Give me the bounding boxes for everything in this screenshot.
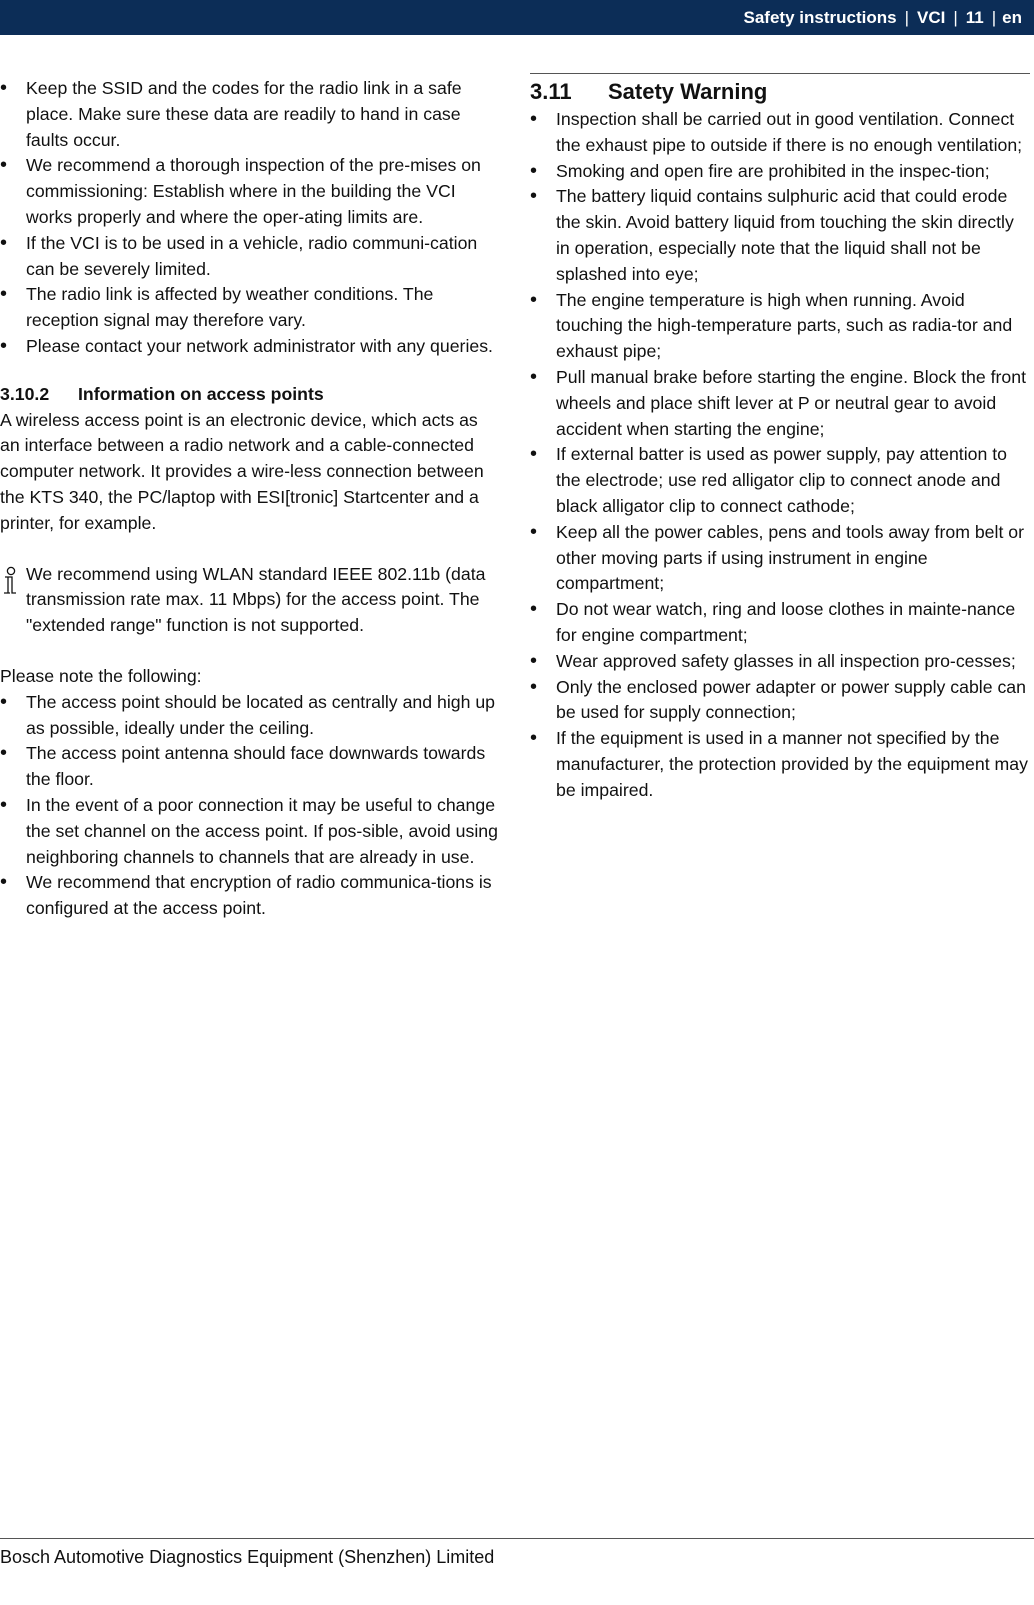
list-item: • Smoking and open fire are prohibited in the inspec-tion; bbox=[530, 159, 1030, 185]
subsection-number: 3.10.2 bbox=[0, 383, 50, 404]
subsection-body: A wireless access point is an electronic device, which acts as an interface between a radio network and a cable-connected computer network. It provides a wire-less connection between the KTS 340, the PC/laptop with ESI[tronic] Startcenter and a printer, for example. bbox=[0, 409, 484, 533]
section-title: Satety Warning bbox=[608, 79, 768, 104]
list-item: • In the event of a poor connection it may be useful to change the set channel on the access point. If pos-sible, avoid using neighboring channels to channels that are already in use. bbox=[0, 793, 500, 870]
list-item: • Keep all the power cables, pens and tools away from belt or other moving parts if using instrument in engine compartment; bbox=[530, 520, 1030, 597]
list-item: • We recommend a thorough inspection of the pre-mises on commissioning: Establish where in the building the VCI works properly and where the oper-ating limits are. bbox=[0, 153, 500, 230]
right-column bbox=[530, 76, 1030, 804]
list-item: • We recommend that encryption of radio communica-tions is configured at the access point. bbox=[0, 870, 500, 922]
subsection-heading bbox=[0, 382, 500, 408]
info-note bbox=[0, 562, 500, 639]
subsection-title: Information on access points bbox=[78, 383, 324, 404]
left-column bbox=[0, 76, 500, 922]
right-bullets bbox=[530, 107, 1030, 804]
section-number: 3.11 bbox=[530, 79, 572, 104]
list-item: • The access point antenna should face downwards towards the floor. bbox=[0, 741, 500, 793]
footer-divider bbox=[0, 1538, 1034, 1539]
list-item: • Pull manual brake before starting the engine. Block the front wheels and place shift lever at P or neutral gear to avoid accident when starting the engine; bbox=[530, 365, 1030, 442]
list-item: • Keep the SSID and the codes for the radio link in a safe place. Make sure these data are readily to hand in case faults occur. bbox=[0, 76, 500, 153]
left-bullets-top bbox=[0, 76, 500, 360]
list-item: • The battery liquid contains sulphuric acid that could erode the skin. Avoid battery liquid from touching the skin directly in operation, especially note that the liquid shall not be splashed into eye; bbox=[530, 184, 1030, 287]
list-item: • Inspection shall be carried out in good ventilation. Connect the exhaust pipe to outside if there is no enough ventilation; bbox=[530, 107, 1030, 159]
info-icon bbox=[2, 566, 20, 596]
header-section: Safety instructions bbox=[743, 7, 897, 27]
list-item: • Only the enclosed power adapter or power supply cable can be used for supply connection; bbox=[530, 675, 1030, 727]
list-item: • If the equipment is used in a manner not specified by the manufacturer, the protection provided by the equipment may be impaired. bbox=[530, 726, 1030, 803]
header-page-number: 11 bbox=[965, 7, 984, 27]
header-product: VCI bbox=[916, 7, 946, 27]
list-item: • If external batter is used as power supply, pay attention to the electrode; use red alligator clip to connect anode and black alligator clip to connect cathode; bbox=[530, 442, 1030, 519]
header-separator: | bbox=[953, 7, 958, 27]
left-bullets-bottom bbox=[0, 690, 500, 922]
list-item: • Please contact your network administrator with any queries. bbox=[0, 334, 500, 360]
page-footer bbox=[0, 1538, 1034, 1605]
list-item: • The engine temperature is high when running. Avoid touching the high-temperature parts, such as radia-tor and exhaust pipe; bbox=[530, 288, 1030, 365]
please-note-text: Please note the following: bbox=[0, 665, 202, 686]
section-heading bbox=[530, 77, 1030, 107]
list-item: • Do not wear watch, ring and loose clothes in mainte-nance for engine compartment; bbox=[530, 597, 1030, 649]
list-item: • The radio link is affected by weather conditions. The reception signal may therefore vary. bbox=[0, 282, 500, 334]
page-header-bar bbox=[0, 0, 1034, 35]
list-item: • The access point should be located as centrally and high up as possible, ideally under the ceiling. bbox=[0, 690, 500, 742]
list-item: • Wear approved safety glasses in all inspection pro-cesses; bbox=[530, 649, 1030, 675]
header-separator: | bbox=[904, 7, 909, 27]
header-language: en bbox=[1002, 7, 1022, 27]
header-separator: | bbox=[991, 7, 997, 27]
list-item: • If the VCI is to be used in a vehicle, radio communi-cation can be severely limited. bbox=[0, 231, 500, 283]
footer-company: Bosch Automotive Diagnostics Equipment (Shenzhen) Limited bbox=[0, 1547, 495, 1567]
note-text: We recommend using WLAN standard IEEE 802.11b (data transmission rate max. 11 Mbps) for the access point. The "extended range" function is not supported. bbox=[26, 563, 486, 636]
section-divider bbox=[530, 73, 1030, 74]
